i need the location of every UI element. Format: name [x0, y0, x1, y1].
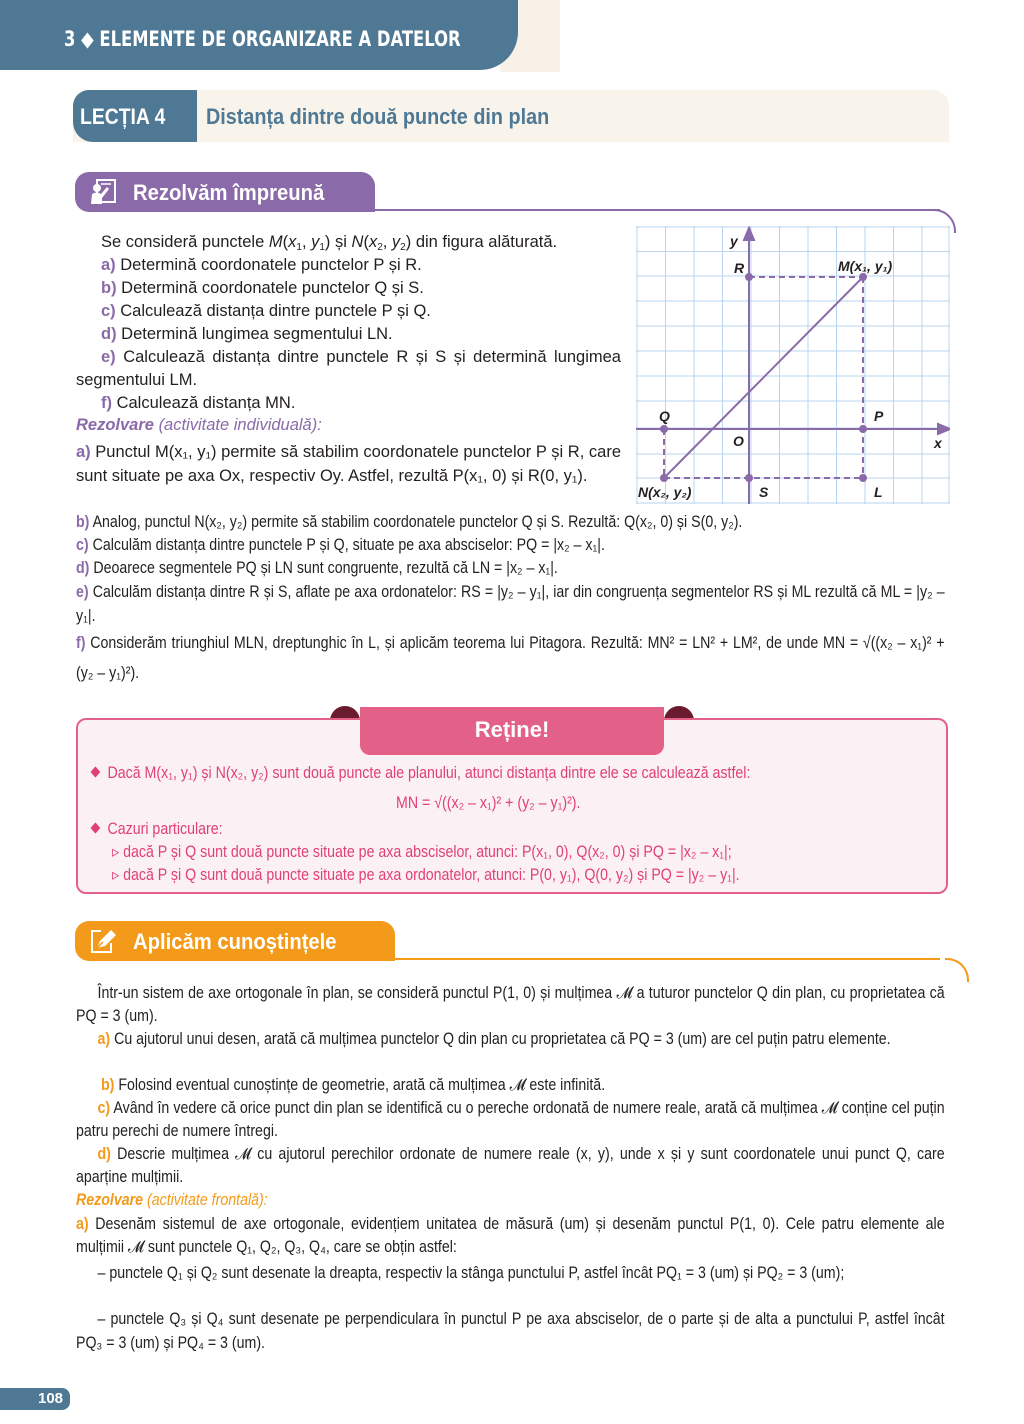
application-intro: Într-un sistem de axe ortogonale în plan, se consideră punctul P(1, 0) și mulțimea 𝓜 a tuturor punctelor Q din plan, cu proprietatea că PQ = 3 (um).	[76, 984, 945, 1025]
solution-f: f) Considerăm triunghiul MLN, dreptunghic în L, și aplicăm teorema lui Pitagora. Rezultă: MN² = LN² + LM², de unde MN = √((x₂ – x₁)² + (y₂ – y₁)²).	[76, 634, 945, 682]
solution-d: d) Deoarece segmentele PQ și LN sunt congruente, rezultă că LN = |x₂ – x₁|.	[76, 559, 558, 577]
teacher-board-icon	[89, 179, 117, 205]
app-solution-dash-2: – punctele Q₃ și Q₄ sunt desenate pe perpendiculara în punctul P pe axa absciselor, de o parte și de alta a punctului P, astfel încât PQ₃ = 3 (um) și PQ₄ = 3 (um).	[76, 1310, 945, 1352]
section-header-rezolvam	[75, 172, 375, 212]
label-x: x	[934, 435, 942, 451]
section-title: Aplicăm cunoștințele	[133, 929, 337, 954]
task-e: e) Calculează distanța dintre punctele R și S și determină lungimea segmentului LM.	[76, 348, 621, 389]
problem-intro: Se consideră punctele $M(x_1$, $y_1$) și $N(x_2$, $y_2$) din figura alăturată.	[101, 233, 558, 253]
label-n: N(x₂, y₂)	[638, 484, 692, 500]
app-task-c: c) Având în vedere că orice punct din plan se identifică cu o pereche ordonată de numere reale, arată că mulțimea 𝓜 conține cel puțin patru perechi de numere întregi.	[76, 1099, 945, 1140]
retine-case-1: ▹ dacă P și Q sunt două puncte situate pe axa absciselor, atunci: P(x₁, 0), Q(x₂, 0) și PQ = |x₂ – x₁|;	[112, 843, 732, 861]
app-task-b: b) Folosind eventual cunoștințe de geometrie, arată că mulțimea 𝓜 este infinită.	[101, 1076, 606, 1094]
section-title: Rezolvăm împreună	[133, 180, 325, 205]
task-b: b) Determină coordonatele punctelor Q și S.	[101, 279, 424, 297]
task-a: a) Determină coordonatele punctelor P și R.	[101, 256, 422, 274]
label-q: Q	[659, 408, 670, 424]
section-rule	[380, 958, 940, 960]
app-solution-a: a) Desenăm sistemul de axe ortogonale, evidențiem unitatea de măsură (um) și desenăm punctul P(1, 0). Cele patru elemente ale mulțimii 𝓜 sunt punctele Q₁, Q₂, Q₃, Q₄, care se obțin astfel:	[76, 1215, 945, 1256]
retine-bullet-2: Cazuri particulare:	[92, 818, 223, 841]
section-rule	[360, 209, 940, 211]
fountain-pen-icon	[89, 928, 117, 954]
solution-a: a) Punctul M(x₁, y₁) permite să stabilim coordonatele punctelor P și R, care sunt situate pe axa Ox, respectiv Oy. Astfel, rezultă P(x₁, 0) și R(0, y₁).	[76, 443, 621, 485]
point-s	[745, 474, 753, 482]
bullet-icon	[91, 766, 101, 777]
lesson-title: Distanța dintre două puncte din plan	[206, 104, 550, 129]
app-rezolvare-heading: Rezolvare (activitate frontală):	[76, 1191, 268, 1209]
label-y: y	[730, 233, 738, 249]
task-d: d) Determină lungimea segmentului LN.	[101, 325, 393, 343]
point-m	[859, 273, 867, 281]
coordinate-figure	[636, 226, 950, 504]
retine-title: Reține!	[474, 717, 550, 742]
retine-bullet-1: Dacă M(x₁, y₁) și N(x₂, y₂) sunt două puncte ale planului, atunci distanța dintre ele se calculează astfel:	[92, 762, 750, 785]
section-rule-curve	[945, 958, 969, 982]
chapter-title: 3 ◆ ELEMENTE DE ORGANIZARE A DATELOR	[64, 27, 461, 51]
app-task-a: a) Cu ajutorul unui desen, arată că mulțimea punctelor Q din plan cu proprietatea că PQ = 3 (um) are cel puțin patru elemente.	[97, 1030, 891, 1048]
x-axis-arrow	[938, 424, 950, 434]
point-q	[660, 425, 668, 433]
task-c: c) Calculează distanța dintre punctele P și Q.	[101, 302, 431, 320]
bullet-icon	[91, 822, 101, 833]
label-p: P	[874, 408, 884, 424]
point-l	[859, 474, 867, 482]
point-p	[859, 425, 867, 433]
section-header-aplicam	[75, 921, 395, 961]
solution-c: c) Calculăm distanța dintre punctele P și Q, situate pe axa absciselor: PQ = |x₂ – x₁|.	[76, 536, 605, 554]
app-task-d: d) Descrie mulțimea 𝓜 cu ajutorul perechilor ordonate de numere reale (x, y), unde x și y sunt coordonatele unui punct Q, care aparține mulțimii.	[76, 1145, 945, 1186]
retine-case-2: ▹ dacă P și Q sunt două puncte situate pe axa ordonatelor, atunci: P(0, y₁), Q(0, y₂) și PQ = |y₂ – y₁|.	[112, 866, 740, 884]
rezolvare-heading: Rezolvare (activitate individuală):	[76, 416, 322, 434]
solution-b: b) Analog, punctul N(x₂, y₂) permite să stabilim coordonatele punctelor Q și S. Rezultă: Q(x₂, 0) și S(0, y₂).	[76, 513, 743, 531]
grid	[636, 226, 950, 504]
page-number: 108	[38, 1390, 64, 1407]
label-s: S	[759, 484, 769, 500]
triangle-bullet-icon: ▹	[112, 843, 124, 861]
solution-e: e) Calculăm distanța dintre R și S, aflate pe axa ordonatelor: RS = |y₂ – y₁|, iar din congruența segmentelor RS și ML rezultă că ML = |y₂ – y₁|.	[76, 583, 945, 625]
label-o: O	[733, 433, 744, 449]
app-solution-dash-1: – punctele Q₁ și Q₂ sunt desenate la dreapta, respectiv la stânga punctului P, astfel încât PQ₁ = 3 (um) și PQ₂ = 3 (um);	[97, 1264, 845, 1282]
label-m: M(x₁, y₁)	[838, 258, 893, 274]
point-n	[660, 474, 668, 482]
label-r: R	[734, 260, 745, 276]
task-f: f) Calculează distanța MN.	[101, 394, 296, 412]
triangle-bullet-icon: ▹	[112, 866, 124, 884]
lesson-number: LECȚIA 4	[80, 104, 166, 129]
retine-formula: MN = √((x₂ – x₁)² + (y₂ – y₁)²).	[396, 794, 581, 812]
y-axis-arrow	[744, 228, 754, 240]
point-r	[745, 273, 753, 281]
label-l: L	[874, 484, 883, 500]
